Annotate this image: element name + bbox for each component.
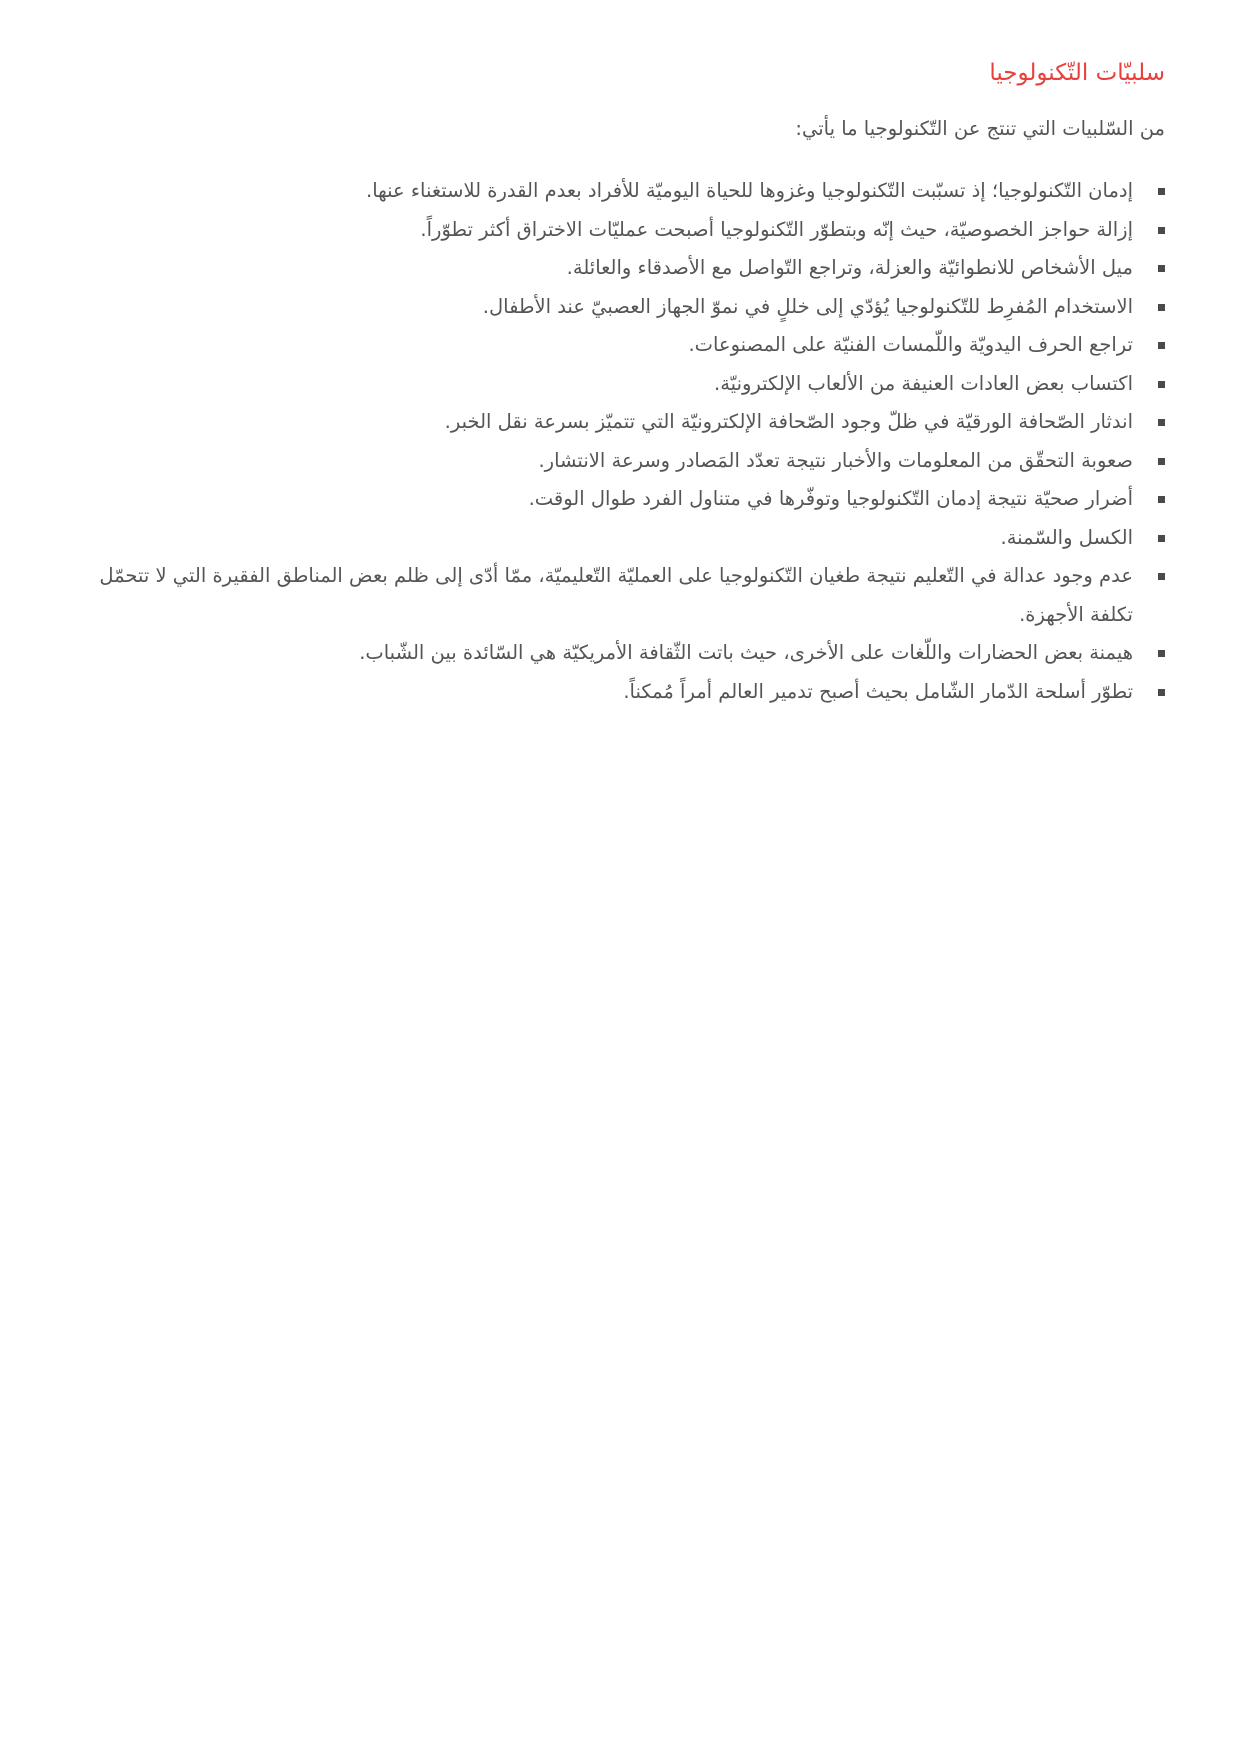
- list-item-text: تطوّر أسلحة الدّمار الشّامل بحيث أصبح تدمير العالم أمراً مُمكناً.: [623, 679, 1133, 703]
- list-item-text: الكسل والسّمنة.: [1000, 525, 1133, 549]
- list-item: [96, 211, 1133, 250]
- page-title: سلبيّات التّكنولوجيا: [989, 60, 1165, 86]
- square-bullet-icon: [1158, 496, 1165, 503]
- list-item: [96, 288, 1133, 327]
- list-item: [96, 249, 1133, 288]
- list-item: [96, 403, 1133, 442]
- list-item: [96, 634, 1133, 673]
- list-item: [96, 480, 1133, 519]
- list-item-text: إزالة حواجز الخصوصيّة، حيث إنّه وبتطوّر التّكنولوجيا أصبحت عمليّات الاختراق أكثر تطوّراً.: [420, 217, 1133, 241]
- list-item-text: تراجع الحرف اليدويّة واللّمسات الفنيّة على المصنوعات.: [688, 333, 1133, 356]
- list-item: [96, 442, 1133, 481]
- intro-paragraph: من السّلبيات التي تنتج عن التّكنولوجيا ما يأتي:: [795, 117, 1165, 140]
- list-item-text: الاستخدام المُفرِط للتّكنولوجيا يُؤدّي إلى خللٍ في نموّ الجهاز العصبيّ عند الأطفال.: [482, 294, 1133, 318]
- square-bullet-icon: [1158, 573, 1165, 580]
- square-bullet-icon: [1158, 342, 1165, 349]
- square-bullet-icon: [1158, 304, 1165, 311]
- list-item-text: عدم وجود عدالة في التّعليم نتيجة طغيان التّكنولوجيا على العمليّة التّعليميّة، ممّا أدّى إلى ظلم بعض المناطق الفقيرة التي لا تتحمّل تكلفة الأجهزة.: [99, 564, 1133, 626]
- square-bullet-icon: [1158, 419, 1165, 426]
- list-item-text: هيمنة بعض الحضارات واللّغات على الأخرى، حيث باتت الثّقافة الأمريكيّة هي السّائدة بين الشّباب.: [359, 641, 1133, 664]
- square-bullet-icon: [1158, 381, 1165, 388]
- list-item-text: اكتساب بعض العادات العنيفة من الألعاب الإلكترونيّة.: [714, 371, 1133, 395]
- square-bullet-icon: [1158, 650, 1165, 657]
- square-bullet-icon: [1158, 265, 1165, 272]
- list-item-text: صعوبة التحقّق من المعلومات والأخبار نتيجة تعدّد المَصادر وسرعة الانتشار.: [538, 448, 1133, 472]
- list-item: [96, 557, 1133, 634]
- square-bullet-icon: [1158, 227, 1165, 234]
- square-bullet-icon: [1158, 458, 1165, 465]
- bullet-list: [96, 172, 1165, 711]
- list-item: [96, 172, 1133, 211]
- square-bullet-icon: [1158, 689, 1165, 696]
- list-item-text: إدمان التّكنولوجيا؛ إذ تسبّبت التّكنولوجيا وغزوها للحياة اليوميّة للأفراد بعدم القدرة للاستغناء عنها.: [366, 179, 1133, 202]
- list-item: [96, 673, 1133, 712]
- square-bullet-icon: [1158, 535, 1165, 542]
- list-item-text: أضرار صحيّة نتيجة إدمان التّكنولوجيا وتوفّرها في متناول الفرد طوال الوقت.: [528, 487, 1133, 510]
- list-item: [96, 326, 1133, 365]
- list-item-text: ميل الأشخاص للانطوائيّة والعزلة، وتراجع التّواصل مع الأصدقاء والعائلة.: [566, 256, 1133, 279]
- list-item-text: اندثار الصّحافة الورقيّة في ظلّ وجود الصّحافة الإلكترونيّة التي تتميّز بسرعة نقل الخبر.: [444, 410, 1133, 433]
- list-item: [96, 365, 1133, 404]
- list-item: [96, 519, 1133, 558]
- square-bullet-icon: [1158, 188, 1165, 195]
